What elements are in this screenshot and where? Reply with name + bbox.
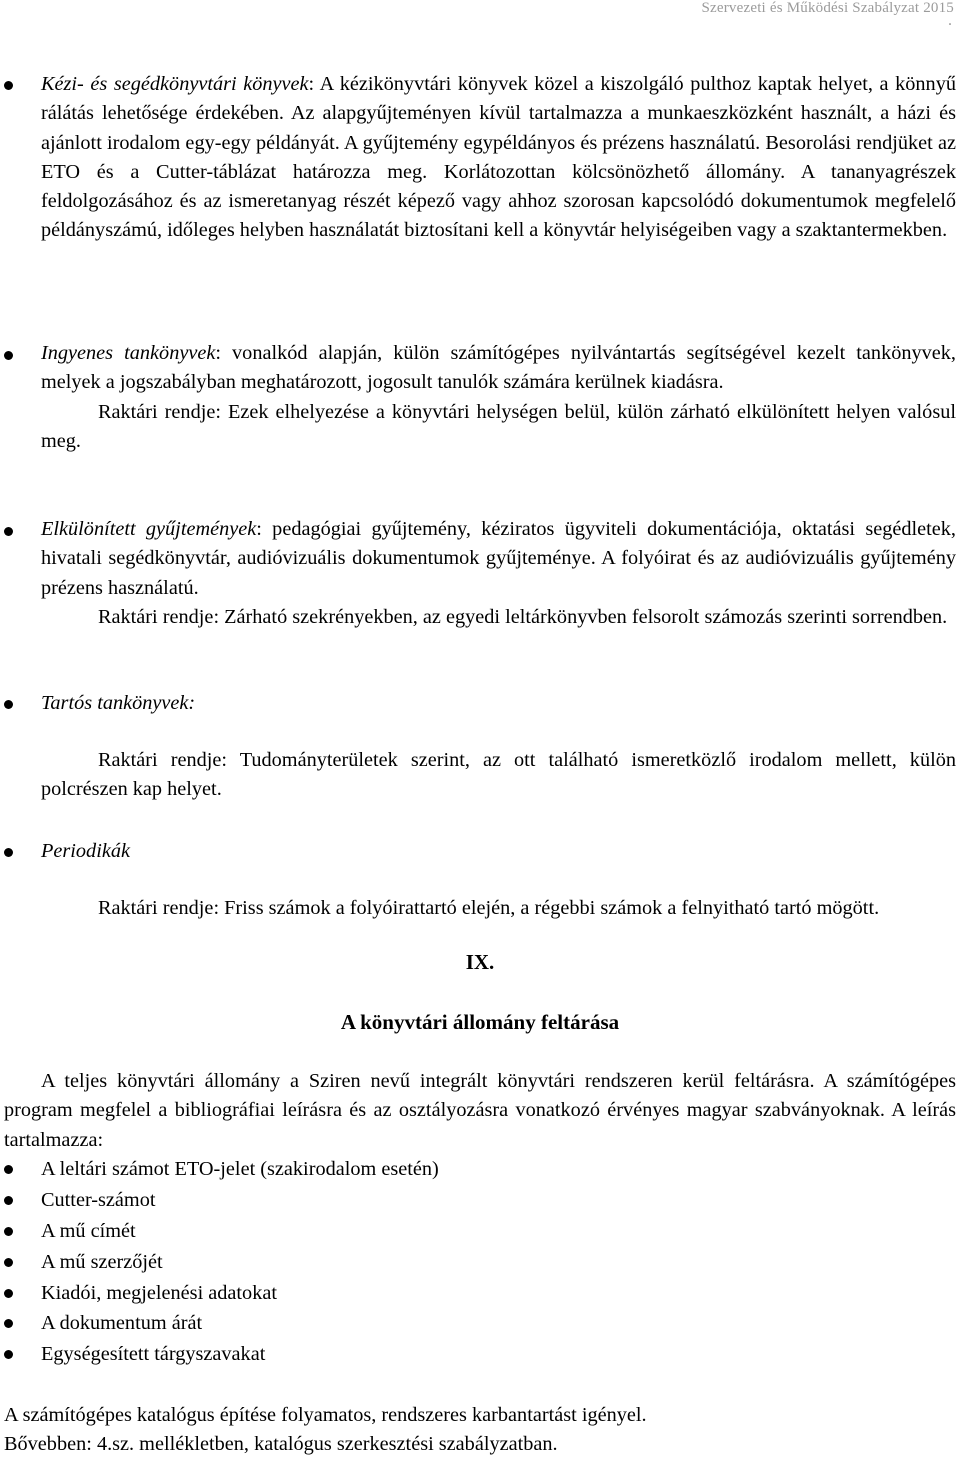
list-item: [0, 1185, 960, 1216]
section-label: Kézi- és segédkönyvtári könyvek: [41, 73, 309, 95]
list-item: [0, 1278, 960, 1309]
chapter-title: A könyvtári állomány feltárása: [340, 1010, 620, 1034]
bullet-icon: [4, 1319, 13, 1328]
bullet-icon: [4, 81, 13, 90]
intro-text: A teljes könyvtári állomány a Sziren nevű integrált könyvtári rendszeren kerül feltárásra. A számítógépes program megfelel a bibliográfiai leírásra és az osztályozásra vonatkozó érvényes magyar szabványoknak. A leírás tartalmazza:: [4, 1070, 956, 1151]
list-item: [0, 1339, 960, 1370]
bullet-icon: [4, 1165, 13, 1174]
section-ingyenes: [41, 339, 956, 456]
header-dot: .: [948, 12, 952, 29]
list-item-text: A mű címét: [41, 1219, 136, 1242]
list-item-text: A dokumentum árát: [41, 1312, 203, 1335]
section-periodikak: [41, 837, 956, 866]
footer-line: A számítógépes katalógus építése folyamatos, rendszeres karbantartást igényel.: [4, 1404, 647, 1426]
list-item-text: A mű szerzőjét: [41, 1250, 163, 1273]
footer-line: Bővebben: 4.sz. mellékletben, katalógus szerkesztési szabályzatban.: [4, 1433, 558, 1456]
footer-paragraph: [4, 1401, 956, 1460]
bullet-icon: [4, 1196, 13, 1205]
bullet-icon: [4, 700, 13, 709]
section-label: Ingyenes tankönyvek: [41, 342, 216, 364]
bullet-icon: [4, 1227, 13, 1236]
bullet-icon: [4, 351, 13, 360]
raktar-text: Raktári rendje: Ezek elhelyezése a könyvtári helységen belül, külön zárható elkülönített helyen valósul meg.: [41, 400, 956, 452]
section-kezi: [41, 70, 956, 246]
section-label: Tartós tankönyvek:: [41, 692, 196, 714]
list-item-text: A leltári számot ETO-jelet (szakirodalom esetén): [41, 1158, 439, 1180]
intro-paragraph: [4, 1067, 956, 1155]
list-item: [0, 1308, 960, 1339]
raktar-text: Raktári rendje: Zárható szekrényekben, az egyedi leltárkönyvben felsorolt számozás szerinti sorrendben.: [98, 605, 948, 628]
list-item-text: Cutter-számot: [41, 1188, 156, 1211]
chapter-number: IX.: [465, 950, 495, 974]
list-item: [0, 1247, 960, 1278]
bullet-icon: [4, 1258, 13, 1267]
list-item: [0, 1216, 960, 1247]
bullet-icon: [4, 527, 13, 536]
section-elkulonitett: [41, 515, 956, 632]
list-item: [0, 1154, 960, 1185]
bullet-icon: [4, 848, 13, 857]
section-label: Elkülönített gyűjtemények: [41, 518, 257, 540]
raktar-text: Raktári rendje: Tudományterületek szerint, az ott található ismeretközlő irodalom mellett, külön polcrészen kap helyet.: [41, 749, 956, 801]
bullet-icon: [4, 1350, 13, 1359]
section-text: : A kézikönyvtári könyvek közel a kiszolgáló pulthoz kaptak helyet, a könnyű rálátás lehetősége érdekében. Az alapgyűjteményen kívül tartalmazza a munkaeszközként használt, a házi és ajánlott irodalom egy-egy példányát. A gyűjtemény egypéldányos és prézens használatú. Besorolási rendjüket az ETO és a Cutter-táblázat határozza meg. Korlátozottan kölcsönözhető állomány. A tananyagrészek feldolgozásához és az ismeretanyag részét képező vagy ahhoz szorosan kapcsolódó dokumentumok megfelelő példányszámú, időleges helyben használatát biztosítani kell a könyvtár helyiségeiben vagy a szaktantermekben.: [41, 73, 956, 242]
section-tartos: [41, 689, 956, 718]
raktar-text: Raktári rendje: Friss számok a folyóirattartó elején, a régebbi számok a felnyitható tartó mögött.: [98, 897, 880, 919]
section-label: Periodikák: [41, 840, 130, 862]
section-tartos-raktar: [41, 746, 956, 805]
list-item-text: Egységesített tárgyszavakat: [41, 1343, 266, 1366]
header-title: Szervezeti és Működési Szabályzat 2015: [701, 0, 954, 16]
bullet-icon: [4, 1289, 13, 1298]
section-text: : vonalkód alapján, külön számítógépes nyilvántartás segítségével kezelt tankönyvek, melyek a jogszabályban meghatározott, jogosult tanulók számára kerülnek kiadásra.: [41, 342, 956, 394]
description-list: [0, 1154, 960, 1370]
section-periodikak-raktar: [41, 894, 956, 923]
section-text: : pedagógiai gyűjtemény, kéziratos ügyviteli dokumentációja, oktatási segédletek, hivatali segédkönyvtár, audióvizuális dokumentumok gyűjteménye. A folyóirat és az audióvizuális gyűjtemény prézens használatú.: [41, 518, 957, 599]
list-item-text: Kiadói, megjelenési adatokat: [41, 1281, 277, 1304]
